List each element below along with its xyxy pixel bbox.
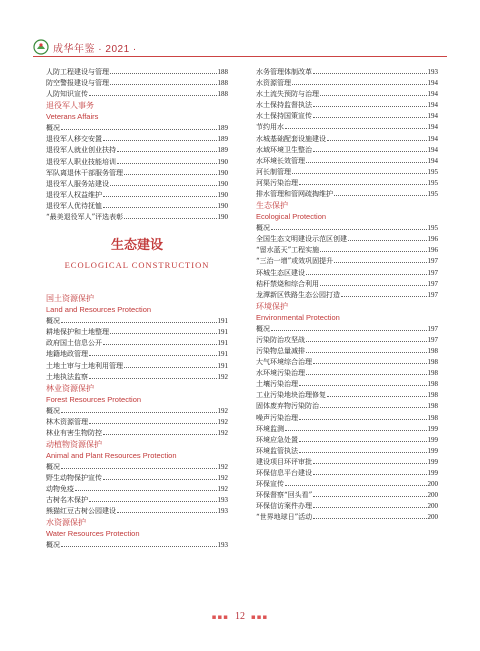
toc-entry-page: 190: [217, 179, 228, 188]
toc-entry-page: 196: [427, 246, 438, 255]
section-heading-en: Land and Resources Protection: [46, 305, 152, 315]
toc-dot-leader: [313, 144, 427, 152]
toc-entry-page: 192: [217, 485, 228, 494]
toc-entry[interactable]: [46, 337, 228, 348]
section-heading-zh: 生态保护: [256, 201, 288, 211]
toc-dot-leader: [320, 278, 427, 286]
toc-entry-page: 198: [427, 346, 438, 355]
toc-entry[interactable]: [46, 371, 228, 382]
toc-entry-page: 195: [427, 167, 438, 176]
toc-entry-title: 人防工程建设与管理: [46, 68, 109, 76]
toc-entry-page: 197: [427, 290, 438, 299]
toc-dot-leader: [89, 371, 217, 379]
toc-entry-title: 排水管理和管网疏掏维护: [256, 190, 333, 199]
toc-entry-page: 194: [427, 90, 438, 99]
toc-right-column: [256, 66, 438, 522]
toc-entry-title: 概况: [46, 462, 60, 471]
toc-dot-leader: [110, 66, 217, 74]
toc-entry-title: 环保宣传: [256, 480, 284, 489]
toc-entry[interactable]: [256, 255, 438, 266]
toc-dot-leader: [306, 155, 427, 163]
section-heading-en: Environmental Protection: [256, 312, 340, 322]
toc-entry[interactable]: [256, 133, 438, 144]
toc-entry[interactable]: [256, 233, 438, 244]
toc-entry-title: 水土流失预防与治理: [256, 90, 319, 99]
toc-dot-leader: [299, 378, 427, 386]
toc-dot-leader: [61, 315, 217, 323]
section-heading-en: Forest Resources Protection: [46, 394, 142, 404]
toc-entry[interactable]: [256, 289, 438, 300]
toc-entry-title: 环境监管执法: [256, 446, 298, 455]
section-heading-en: Animal and Plant Resources Protection: [46, 450, 177, 460]
toc-entry-title: 林业有害生物防控: [46, 428, 102, 437]
footer-ornament-left: ▪▪▪: [211, 612, 229, 621]
toc-entry-page: 189: [217, 135, 228, 144]
toc-entry-title: 概况: [46, 541, 60, 550]
toc-entry-title: 人防知识宣传: [46, 90, 88, 99]
toc-entry-page: 195: [427, 178, 438, 187]
section-heading-zh: 林业资源保护: [46, 383, 94, 393]
toc-entry-title: 环城生态区建设: [256, 268, 305, 277]
toc-dot-leader: [320, 88, 427, 96]
toc-entry[interactable]: [46, 461, 228, 472]
toc-entry[interactable]: [46, 200, 228, 211]
toc-entry-title: 节约用水: [256, 123, 284, 132]
part-spacer: [46, 272, 228, 292]
toc-entry-page: 198: [427, 413, 438, 422]
toc-entry-page: 192: [217, 406, 228, 415]
toc-entry[interactable]: [46, 66, 228, 77]
section-heading-zh: 动植物资源保护: [46, 439, 102, 449]
toc-entry-page: 197: [427, 257, 438, 266]
toc-entry-title: “最美退役军人”评选表彰: [46, 213, 124, 222]
toc-dot-leader: [103, 427, 217, 435]
toc-entry-title: 水环境长效管理: [256, 156, 305, 165]
toc-entry-page: 199: [427, 424, 438, 433]
toc-entry-page: 194: [427, 134, 438, 143]
toc-entry-page: 197: [427, 324, 438, 333]
footer-ornament-right: ▪▪▪: [251, 612, 269, 621]
toc-entry[interactable]: [256, 244, 438, 255]
toc-entry-title: 土壤污染治理: [256, 380, 298, 389]
toc-entry[interactable]: [46, 88, 228, 99]
toc-entry[interactable]: [46, 326, 228, 337]
toc-entry-title: 河渠污染治理: [256, 178, 298, 187]
section-heading-zh: 水资源保护: [46, 518, 86, 528]
toc-entry-page: 195: [427, 224, 438, 233]
part-title-en: ECOLOGICAL CONSTRUCTION: [64, 260, 210, 271]
toc-entry[interactable]: [256, 278, 438, 289]
toc-entry[interactable]: [46, 360, 228, 371]
toc-dot-leader: [103, 337, 217, 345]
running-header: [33, 38, 137, 56]
toc-entry-page: 192: [217, 428, 228, 437]
toc-dot-leader: [299, 177, 427, 185]
toc-entry-title: 污染物总量减排: [256, 346, 305, 355]
toc-entry-title: 噪声污染治理: [256, 413, 298, 422]
toc-entry-page: 197: [427, 268, 438, 277]
toc-dot-leader: [313, 356, 427, 364]
toc-entry[interactable]: [256, 345, 438, 356]
toc-dot-leader: [313, 489, 426, 497]
toc-entry-title: 水务管理体制改革: [256, 68, 312, 76]
toc-entry-title: “留水蓝天”工程实施: [256, 246, 320, 255]
toc-dot-leader: [306, 345, 427, 353]
toc-entry[interactable]: [46, 122, 228, 133]
toc-entry-page: 191: [217, 328, 228, 337]
toc-entry[interactable]: [256, 144, 438, 155]
toc-entry-title: 地籍地政管理: [46, 350, 88, 359]
toc-entry-title: 防空警报建设与管理: [46, 79, 109, 88]
toc-entry-title: 水城基础配套设施建设: [256, 134, 326, 143]
toc-entry-title: 全国生态文明建设示范区创建: [256, 235, 347, 244]
toc-entry-title: 水资源管理: [256, 79, 291, 88]
toc-entry-page: 188: [217, 68, 228, 76]
toc-dot-leader: [327, 389, 427, 397]
toc-dot-leader: [110, 326, 217, 334]
toc-dot-leader: [271, 323, 427, 331]
toc-entry[interactable]: [256, 334, 438, 345]
toc-entry-page: 200: [427, 502, 438, 511]
toc-entry-title: 建设项目环评审批: [256, 457, 312, 466]
toc-entry[interactable]: [46, 472, 228, 483]
toc-entry-page: 193: [217, 507, 228, 516]
toc-entry-page: 198: [427, 391, 438, 400]
toc-entry-page: 188: [217, 90, 228, 99]
toc-dot-leader: [306, 334, 427, 342]
toc-entry-title: 林木资源管理: [46, 417, 88, 426]
toc-dot-leader: [103, 200, 217, 208]
toc-entry[interactable]: [256, 77, 438, 88]
toc-entry[interactable]: [46, 189, 228, 200]
toc-entry-page: 191: [217, 317, 228, 326]
toc-entry-page: 198: [427, 402, 438, 411]
toc-dot-leader: [117, 505, 217, 513]
toc-dot-leader: [89, 88, 217, 96]
toc-entry-page: 193: [217, 496, 228, 505]
toc-entry[interactable]: [46, 483, 228, 494]
toc-entry-page: 194: [427, 145, 438, 154]
toc-entry-title: 退役军人优待抚恤: [46, 201, 102, 210]
toc-entry[interactable]: [256, 500, 438, 511]
toc-dot-leader: [285, 121, 427, 129]
toc-entry-page: 194: [427, 101, 438, 110]
toc-dot-leader: [124, 211, 216, 219]
toc-entry-page: 189: [217, 124, 228, 133]
toc-entry[interactable]: [256, 412, 438, 423]
toc-dot-leader: [313, 110, 427, 118]
toc-dot-leader: [334, 255, 426, 263]
toc-entry-page: 191: [217, 350, 228, 359]
toc-dot-leader: [285, 478, 427, 486]
toc-dot-leader: [110, 77, 217, 85]
page-number: 12: [235, 611, 245, 622]
toc-entry-title: 退役军人移交安置: [46, 135, 102, 144]
toc-entry[interactable]: [46, 178, 228, 189]
toc-entry-page: 188: [217, 79, 228, 88]
toc-dot-leader: [292, 77, 427, 85]
toc-entry-page: 193: [217, 541, 228, 550]
yearbook-logo-icon: [33, 39, 49, 55]
toc-entry-page: 194: [427, 123, 438, 132]
toc-dot-leader: [313, 511, 426, 519]
toc-entry[interactable]: [256, 99, 438, 110]
toc-entry-title: 退役军人权益维护: [46, 190, 102, 199]
toc-entry[interactable]: [46, 494, 228, 505]
toc-entry-title: 水土保持监督执法: [256, 101, 312, 110]
toc-entry-title: 环保信访案件办理: [256, 502, 312, 511]
toc-entry[interactable]: [256, 434, 438, 445]
toc-entry-page: 200: [427, 480, 438, 489]
toc-entry[interactable]: [256, 188, 438, 199]
toc-dot-leader: [313, 66, 427, 74]
toc-entry-title: 环境监测: [256, 424, 284, 433]
toc-entry-title: 动物免疫: [46, 485, 74, 494]
toc-dot-leader: [292, 166, 427, 174]
toc-entry-title: 熊猫红豆古树公园建设: [46, 507, 116, 516]
toc-entry[interactable]: [256, 166, 438, 177]
toc-entry-page: 199: [427, 446, 438, 455]
header-title: 成华年鉴 · 2021 ·: [53, 43, 137, 55]
toc-dot-leader: [313, 500, 427, 508]
toc-entry[interactable]: [256, 222, 438, 233]
toc-entry-title: 概况: [256, 324, 270, 333]
toc-entry-title: 耕地保护和土地整理: [46, 328, 109, 337]
toc-entry[interactable]: [256, 177, 438, 188]
toc-entry-page: 191: [217, 339, 228, 348]
toc-dot-leader: [327, 133, 427, 141]
toc-dot-leader: [103, 189, 217, 197]
toc-dot-leader: [271, 222, 427, 230]
toc-dot-leader: [117, 144, 217, 152]
toc-entry[interactable]: [256, 155, 438, 166]
toc-entry-title: 大气环境综合治理: [256, 358, 312, 367]
toc-entry[interactable]: [256, 121, 438, 132]
toc-entry-title: 环保信息平台建设: [256, 469, 312, 477]
toc-dot-leader: [306, 267, 427, 275]
toc-entry-title: 土地执法监察: [46, 372, 88, 381]
toc-entry-page: 195: [427, 190, 438, 199]
toc-entry-title: 环境应急处置: [256, 435, 298, 444]
page-footer: [0, 611, 480, 622]
toc-entry[interactable]: [256, 378, 438, 389]
toc-entry-page: 197: [427, 279, 438, 288]
toc-entry[interactable]: [256, 445, 438, 456]
toc-dot-leader: [313, 456, 427, 464]
toc-dot-leader: [61, 405, 217, 413]
toc-dot-leader: [61, 461, 217, 469]
toc-entry[interactable]: [256, 511, 438, 522]
toc-entry[interactable]: [46, 156, 228, 167]
toc-entry[interactable]: [46, 505, 228, 516]
toc-entry-title: 工业污染地块治理修复: [256, 391, 326, 400]
toc-entry[interactable]: [256, 389, 438, 400]
section-heading-en: Ecological Protection: [256, 212, 327, 222]
toc-dot-leader: [341, 289, 427, 297]
toc-entry-title: 环保督察“回头看”: [256, 491, 313, 500]
toc-entry[interactable]: [46, 167, 228, 178]
toc-dot-leader: [61, 539, 217, 547]
toc-entry-title: 退役军人就业创业扶持: [46, 146, 116, 155]
toc-dot-leader: [299, 445, 427, 453]
toc-dot-leader: [103, 472, 217, 480]
header-divider: [33, 56, 447, 57]
toc-entry-title: 污染防治攻坚战: [256, 335, 305, 344]
toc-entry-page: 194: [427, 79, 438, 88]
part-title-zh: 生态建设: [110, 238, 163, 254]
toc-entry-page: 193: [427, 68, 438, 76]
section-heading-zh: 环境保护: [256, 301, 288, 311]
toc-entry[interactable]: [46, 144, 228, 155]
toc-entry-page: 196: [427, 235, 438, 244]
section-heading-zh: 退役军人事务: [46, 101, 94, 111]
toc-entry-title: 水域环境卫生整治: [256, 145, 312, 154]
toc-entry-page: 198: [427, 380, 438, 389]
toc-entry-page: 190: [217, 201, 228, 210]
toc-entry[interactable]: [46, 315, 228, 326]
toc-entry-title: 秸秆禁烧和综合利用: [256, 279, 319, 288]
toc-entry-page: 192: [217, 462, 228, 471]
toc-entry-page: 190: [217, 213, 228, 222]
toc-entry[interactable]: [256, 367, 438, 378]
toc-dot-leader: [285, 423, 427, 431]
toc-entry-title: 龙潭新区铁路生态公园打造: [256, 290, 340, 299]
toc-entry-page: 191: [217, 361, 228, 370]
toc-dot-leader: [299, 412, 427, 420]
toc-entry[interactable]: [46, 133, 228, 144]
section-heading-zh: 国土资源保护: [46, 294, 94, 304]
toc-entry[interactable]: [256, 423, 438, 434]
toc-entry-title: “世界地球日”活动: [256, 513, 313, 522]
toc-entry-title: 概况: [46, 317, 60, 326]
toc-entry[interactable]: [256, 323, 438, 334]
toc-dot-leader: [124, 167, 217, 175]
toc-entry-title: 概况: [46, 406, 60, 415]
section-heading-en: Veterans Affairs: [46, 112, 99, 122]
toc-entry-page: 200: [427, 491, 438, 500]
toc-entry-title: 土地土审与土地利用管理: [46, 361, 123, 370]
toc-entry-page: 194: [427, 112, 438, 121]
toc-dot-leader: [89, 348, 217, 356]
toc-dot-leader: [117, 156, 217, 164]
toc-dot-leader: [89, 494, 217, 502]
toc-dot-leader: [334, 188, 427, 196]
toc-entry-title: 概况: [46, 124, 60, 133]
toc-dot-leader: [124, 360, 217, 368]
toc-entry-page: 192: [217, 372, 228, 381]
toc-entry-title: 退役军人服务站建设: [46, 179, 109, 188]
toc-entry[interactable]: [256, 267, 438, 278]
toc-entry-title: 固体废弃物污染防治: [256, 402, 319, 411]
toc-entry[interactable]: [256, 489, 438, 500]
toc-entry[interactable]: [46, 405, 228, 416]
toc-entry-page: 197: [427, 335, 438, 344]
toc-entry[interactable]: [46, 427, 228, 438]
toc-dot-leader: [89, 416, 217, 424]
toc-dot-leader: [306, 367, 427, 375]
toc-entry[interactable]: [256, 478, 438, 489]
toc-dot-leader: [313, 99, 427, 107]
toc-entry[interactable]: [256, 66, 438, 77]
toc-entry-page: 190: [217, 190, 228, 199]
toc-dot-leader: [320, 400, 427, 408]
toc-entry[interactable]: [256, 110, 438, 121]
toc-entry-title: 野生动物保护宣传: [46, 474, 102, 483]
toc-entry-title: 概况: [256, 224, 270, 233]
toc-entry-page: 189: [217, 146, 228, 155]
section-heading-en: Water Resources Protection: [46, 529, 140, 539]
toc-entry-page: 199: [427, 457, 438, 466]
toc-entry-title: 退役军人职业技能培训: [46, 157, 116, 166]
toc-dot-leader: [110, 178, 217, 186]
toc-entry[interactable]: [46, 211, 228, 222]
toc-entry-page: 198: [427, 358, 438, 367]
toc-entry-page: 192: [217, 417, 228, 426]
toc-dot-leader: [313, 467, 427, 475]
toc-entry[interactable]: [46, 348, 228, 359]
toc-entry-title: 水环境污染治理: [256, 369, 305, 378]
toc-entry-title: 河长制管理: [256, 167, 291, 176]
toc-entry[interactable]: [256, 400, 438, 411]
toc-dot-leader: [299, 434, 427, 442]
toc-entry[interactable]: [256, 356, 438, 367]
toc-entry-page: 190: [217, 157, 228, 166]
toc-entry-title: 水土保持国策宣传: [256, 112, 312, 121]
toc-dot-leader: [348, 233, 427, 241]
toc-entry-page: 198: [427, 369, 438, 378]
toc-left-column: [46, 66, 228, 551]
toc-entry-title: “三治一增”或效巩固提升: [256, 257, 334, 266]
toc-dot-leader: [61, 122, 217, 130]
toc-entry-page: 194: [427, 156, 438, 165]
toc-entry[interactable]: [256, 467, 438, 478]
toc-entry-page: 190: [217, 168, 228, 177]
toc-entry-page: 200: [427, 513, 438, 522]
toc-entry[interactable]: [46, 539, 228, 550]
toc-entry[interactable]: [46, 77, 228, 88]
toc-entry-title: 政府国土信息公开: [46, 339, 102, 348]
toc-entry[interactable]: [256, 456, 438, 467]
toc-entry-page: 192: [217, 474, 228, 483]
toc-dot-leader: [75, 483, 217, 491]
toc-entry[interactable]: [46, 416, 228, 427]
toc-dot-leader: [103, 133, 217, 141]
toc-entry-title: 古树名木保护: [46, 496, 88, 505]
toc-dot-leader: [320, 244, 426, 252]
toc-entry-page: 199: [427, 469, 438, 477]
toc-entry-title: 军队离退休干部服务管理: [46, 168, 123, 177]
toc-entry-page: 199: [427, 435, 438, 444]
toc-entry[interactable]: [256, 88, 438, 99]
